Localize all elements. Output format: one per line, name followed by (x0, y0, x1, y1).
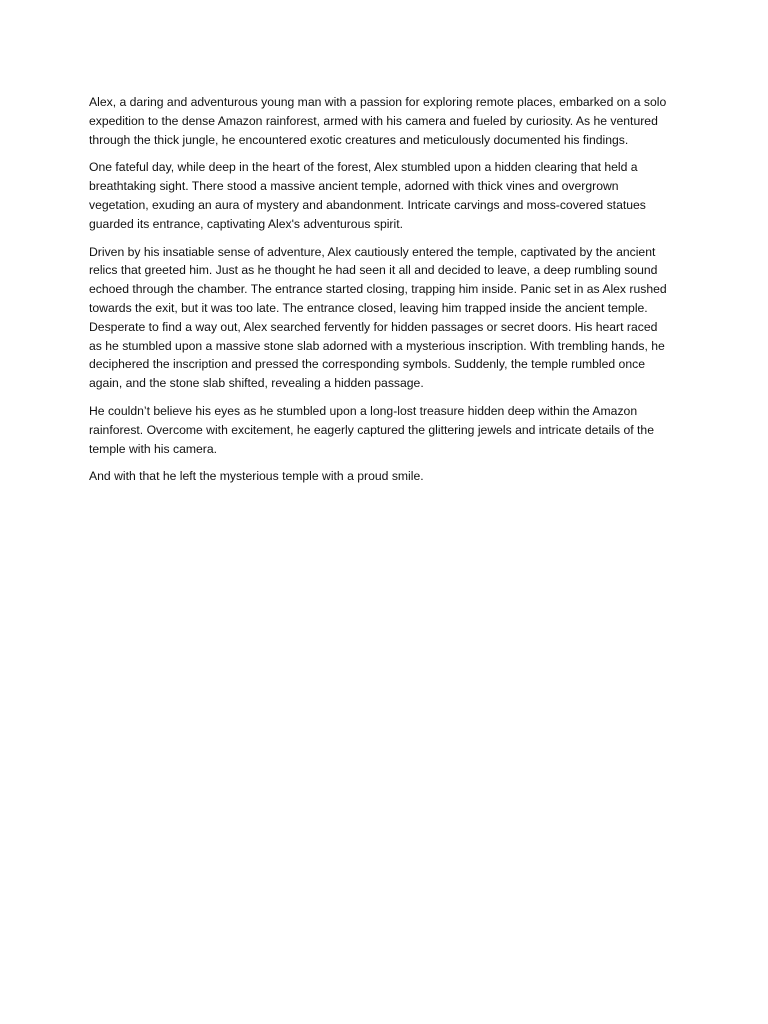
document-body (89, 93, 667, 495)
paragraph-2: One fateful day, while deep in the heart of the forest, Alex stumbled upon a hidden clearing that held a breathtaking sight. There stood a massive ancient temple, adorned with thick vines and overgrown vegetation, exuding an aura of mystery and abandonment. Intricate carvings and moss-covered statues guarded its entrance, captivating Alex's adventurous spirit. (89, 160, 646, 231)
paragraph-3: Driven by his insatiable sense of adventure, Alex cautiously entered the temple, captivated by the ancient relics that greeted him. Just as he thought he had seen it all and decided to leave, a deep rumbling sound echoed through the chamber. The entrance started closing, trapping him inside. Panic set in as Alex rushed towards the exit, but it was too late. The entrance closed, leaving him trapped inside the ancient temple. Desperate to find a way out, Alex searched fervently for hidden passages or secret doors. His heart raced as he stumbled upon a massive stone slab adorned with a mysterious inscription. With trembling hands, he deciphered the inscription and pressed the corresponding symbols. Suddenly, the temple rumbled once again, and the stone slab shifted, revealing a hidden passage. (89, 244, 667, 391)
paragraph-1: Alex, a daring and adventurous young man with a passion for exploring remote places, embarked on a solo expedition to the dense Amazon rainforest, armed with his camera and fueled by curiosity. As he ventured through the thick jungle, he encountered exotic creatures and meticulously documented his findings. (89, 95, 667, 147)
paragraph-5: And with that he left the mysterious temple with a proud smile. (89, 469, 424, 484)
paragraph-4: He couldn’t believe his eyes as he stumbled upon a long-lost treasure hidden deep within the Amazon rainforest. Overcome with excitement, he eagerly captured the glittering jewels and intricate details of the temple with his camera. (89, 403, 654, 456)
